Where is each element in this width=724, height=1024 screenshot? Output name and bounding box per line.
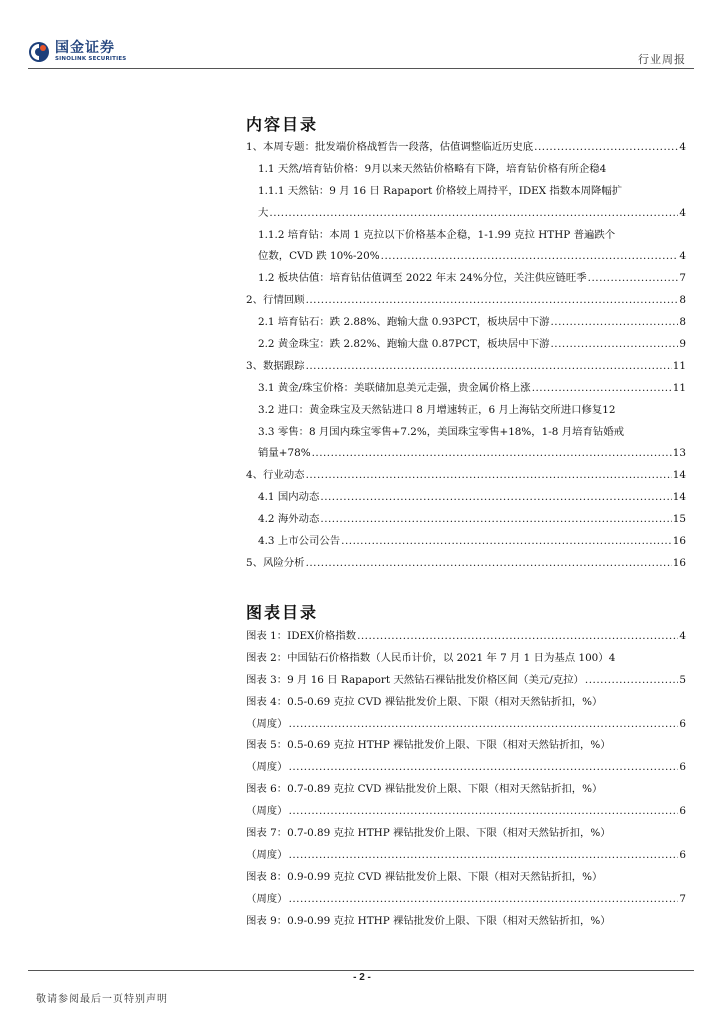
figure-entry[interactable]: 图表 2：中国钻石价格指数（人民币计价，以 2021 年 7 月 1 日为基点 100） 4 (246, 651, 616, 664)
toc-entry[interactable]: 4.2 海外动态 ..... 15 (246, 509, 686, 531)
toc-entry-continued[interactable]: 大 ..... 4 (246, 203, 686, 225)
figure-entry[interactable]: 图表 9：0.9-0.99 克拉 HTHP 裸钻批发价上限、下限（相对天然钻折扣，%） (246, 914, 611, 927)
toc-entry[interactable]: 1.1.1 天然钻：9 月 16 日 Rapaport 价格较上周持平，IDEX 指数本周降幅扩 (258, 184, 623, 197)
toc-entry[interactable]: 1.1.2 培育钻：本周 1 克拉以下价格基本企稳，1-1.99 克拉 HTHP 普遍跌个 (258, 228, 616, 241)
figure-entry[interactable]: 图表 1：IDEX价格指数 ..... 4 (246, 626, 686, 648)
page-number: - 2 - (353, 972, 371, 983)
toc-entry[interactable]: 1.2 板块估值：培育钻估值调至 2022 年末 24%分位，关注供应链旺季 ..... 7 (246, 268, 686, 290)
toc-entry[interactable]: 3.3 零售：8 月国内珠宝零售+7.2%，美国珠宝零售+18%，1-8 月培育钻婚戒 (258, 425, 625, 438)
toc-entry[interactable]: 2、行情回顾 ..... 8 (246, 290, 686, 312)
disclaimer-note: 敬请参阅最后一页特别声明 (36, 994, 168, 1005)
figure-entry[interactable]: 图表 8：0.9-0.99 克拉 CVD 裸钻批发价上限、下限（相对天然钻折扣，%） (246, 870, 603, 883)
figure-entry-continued[interactable]: （周度） ..... 7 (246, 889, 686, 911)
toc-entry[interactable]: 1、本周专题：批发端价格战暂告一段落，估值调整临近历史底 ..... 4 (246, 137, 686, 159)
toc-entry-continued[interactable]: 位数，CVD 跌 10%-20% ..... 4 (246, 246, 686, 268)
company-logo (28, 40, 126, 63)
toc-entry[interactable]: 2.1 培育钻石：跌 2.88%、跑输大盘 0.93PCT，板块居中下游 ..... 8 (246, 312, 686, 334)
figure-entry[interactable]: 图表 3：9 月 16 日 Rapaport 天然钻石裸钻批发价格区间（美元/克拉） ..... 5 (246, 670, 686, 692)
document-type: 行业周报 (638, 53, 686, 66)
toc-entry[interactable]: 3.2 进口：黄金珠宝及天然钻进口 8 月增速转正，6 月上海钻交所进口修复 12 (258, 403, 616, 416)
footer-divider (28, 970, 694, 971)
figure-entry[interactable]: 图表 4：0.5-0.69 克拉 CVD 裸钻批发价上限、下限（相对天然钻折扣，%） (246, 695, 603, 708)
company-name-cn: 国金证券 (55, 40, 115, 56)
figure-entry-continued[interactable]: （周度） ..... 6 (246, 714, 686, 736)
figures-list (246, 626, 686, 932)
toc-entry[interactable]: 4.3 上市公司公告 ..... 16 (246, 531, 686, 553)
contents-title: 内容目录 (246, 115, 319, 134)
figure-entry-continued[interactable]: （周度） ..... 6 (246, 845, 686, 867)
contents-list (246, 137, 686, 575)
figure-entry-continued[interactable]: （周度） ..... 6 (246, 801, 686, 823)
header-divider (28, 68, 694, 69)
toc-entry-continued[interactable]: 销量+78% ..... 13 (246, 443, 686, 465)
toc-entry[interactable]: 3、数据跟踪 ..... 11 (246, 356, 686, 378)
page-header (0, 0, 724, 70)
figure-entry[interactable]: 图表 5：0.5-0.69 克拉 HTHP 裸钻批发价上限、下限（相对天然钻折扣，%） (246, 739, 611, 752)
toc-entry[interactable]: 3.1 黄金/珠宝价格：美联储加息美元走强，贵金属价格上涨 ..... 11 (246, 378, 686, 400)
toc-entry[interactable]: 5、风险分析 ..... 16 (246, 553, 686, 575)
figure-entry[interactable]: 图表 7：0.7-0.89 克拉 HTHP 裸钻批发价上限、下限（相对天然钻折扣，%） (246, 827, 611, 840)
toc-entry[interactable]: 4.1 国内动态 ..... 14 (246, 487, 686, 509)
figures-title: 图表目录 (246, 603, 319, 622)
toc-entry[interactable]: 1.1 天然/培育钻价格：9月以来天然钻价格略有下降，培育钻价格有所企稳 4 (258, 162, 607, 175)
toc-entry[interactable]: 4、行业动态 ..... 14 (246, 465, 686, 487)
company-name-en: SINOLINK SECURITIES (55, 56, 127, 62)
figure-entry-continued[interactable]: （周度） ..... 6 (246, 757, 686, 779)
sinolink-logo-icon (28, 41, 50, 63)
figure-entry[interactable]: 图表 6：0.7-0.89 克拉 CVD 裸钻批发价上限、下限（相对天然钻折扣，%） (246, 783, 603, 796)
toc-entry[interactable]: 2.2 黄金珠宝：跌 2.82%、跑输大盘 0.87PCT，板块居中下游 ..... 9 (246, 334, 686, 356)
